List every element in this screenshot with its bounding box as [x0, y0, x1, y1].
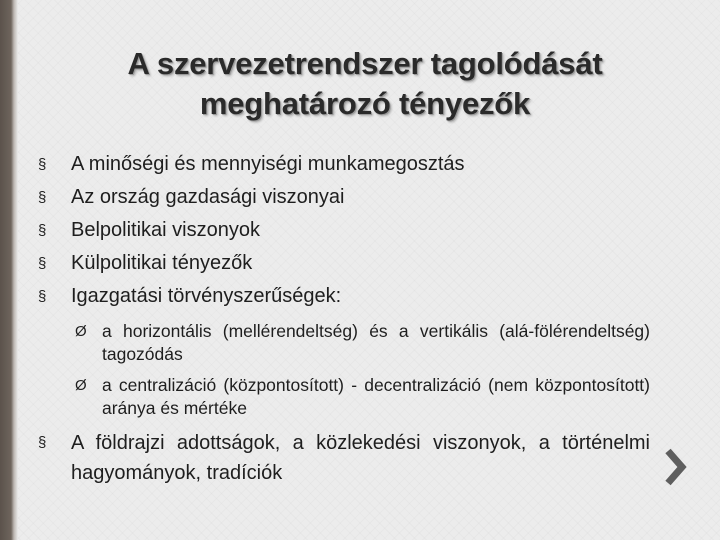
sub-list-item — [38, 320, 650, 366]
sub-bullet-list — [38, 320, 650, 420]
next-slide-button[interactable] — [662, 447, 690, 487]
bullet-icon: § — [38, 255, 47, 272]
sub-list-item — [38, 374, 650, 420]
title-line-2: meghatározó tényezők — [199, 86, 531, 121]
bullet-text: Igazgatási törvényszerűségek: — [71, 285, 342, 307]
left-frame-border — [0, 0, 18, 540]
arrow-bullet-icon: Ø — [75, 377, 87, 394]
bullet-text: A minőségi és mennyiségi munkamegosztás — [71, 153, 465, 175]
sub-bullet-text: a horizontális (mellérendeltség) és a vertikális (alá-fölérendeltség) tagozódás — [102, 321, 650, 364]
bullet-icon: § — [38, 434, 47, 451]
list-item — [38, 148, 650, 181]
bullet-icon: § — [38, 156, 47, 173]
bullet-text: Az ország gazdasági viszonyai — [71, 186, 345, 208]
bullet-icon: § — [38, 288, 47, 305]
list-item — [38, 181, 650, 214]
bullet-list — [38, 148, 650, 313]
bullet-icon: § — [38, 189, 47, 206]
bullet-text: Belpolitikai viszonyok — [71, 219, 260, 241]
title-line-1: A szervezetrendszer tagolódását — [127, 46, 603, 81]
arrow-bullet-icon: Ø — [75, 323, 87, 340]
list-item — [38, 280, 650, 313]
bullet-list-continued — [38, 428, 650, 488]
list-item — [38, 247, 650, 280]
slide-title — [40, 44, 690, 124]
bullet-text: A földrajzi adottságok, a közlekedési viszonyok, a történelmi hagyományok, tradíciók — [71, 432, 650, 484]
list-item — [38, 428, 650, 488]
bullet-icon: § — [38, 222, 47, 239]
bullet-text: Külpolitikai tényezők — [71, 252, 253, 274]
chevron-right-icon — [662, 447, 690, 487]
sub-bullet-text: a centralizáció (központosított) - decentralizáció (nem központosított) aránya és mértéke — [102, 375, 650, 418]
slide-content — [38, 148, 650, 488]
list-item — [38, 214, 650, 247]
